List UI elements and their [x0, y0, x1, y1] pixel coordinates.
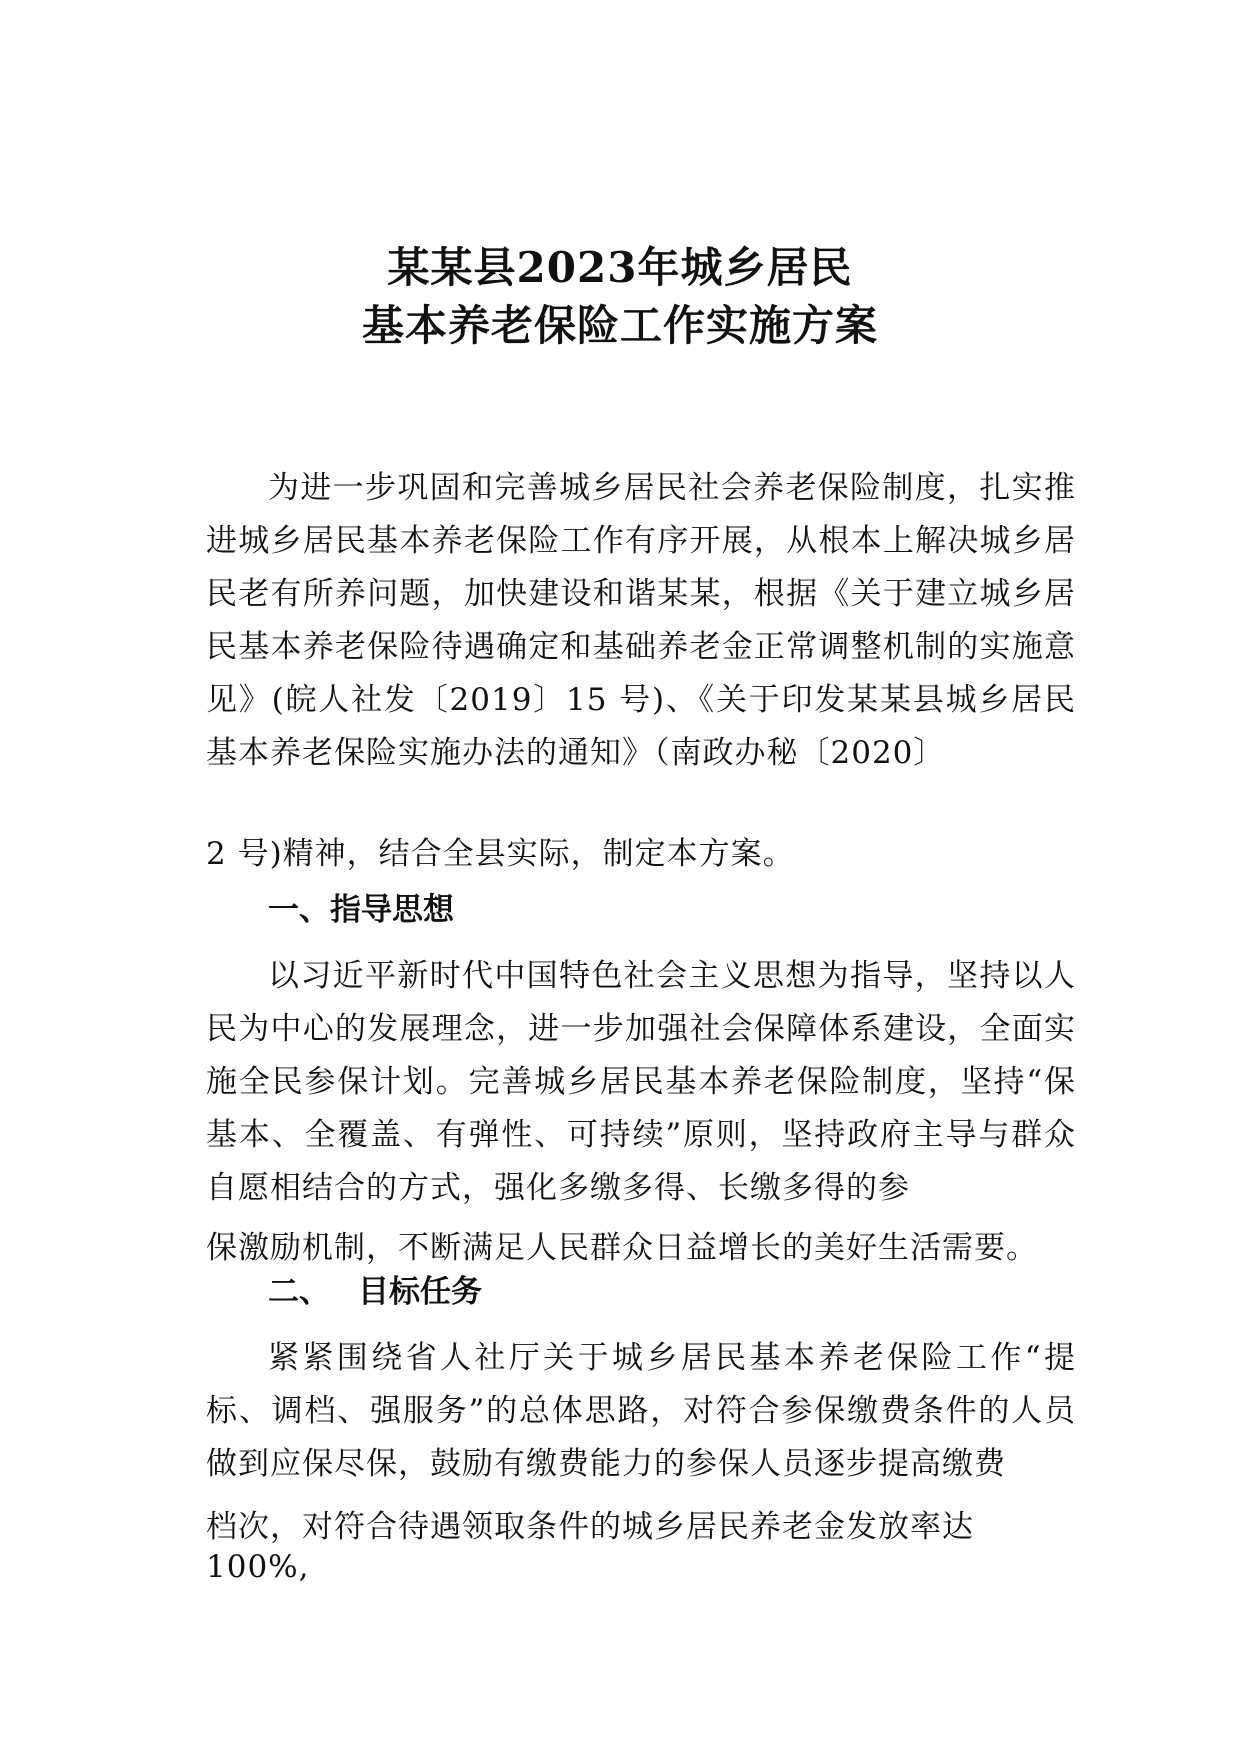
- section-number: 一、: [268, 892, 330, 928]
- goals-tasks-line-3: 档次，对符合待遇领取条件的城乡居民养老金发放率达: [206, 1509, 974, 1545]
- section-title: 指导思想: [330, 892, 454, 928]
- intro-paragraph: 为进一步巩固和完善城乡居民社会养老保险制度，扎实推进城乡居民基本养老保险工作有序开展，从根本上解决城乡居民老有所养问题，加快建设和谐某某，根据《关于建立城乡居民基本养老保险待遇确定和基础养老金正常调整机制的实施意见》(皖人社发〔2019〕15 号)、《关于印发某某县城乡居民基本养老保险实施办法的通知》（南政办秘〔2020〕: [206, 470, 1076, 771]
- intro-paragraph-tail: 2 号)精神，结合全县实际，制定本方案。: [206, 836, 795, 872]
- section-heading-guiding-ideology: [268, 888, 454, 932]
- goals-tasks-line-4: 100%,: [206, 1549, 310, 1585]
- guiding-ideology-last-line: 保激励机制，不断满足人民群众日益增长的美好生活需要。: [206, 1230, 1038, 1266]
- document-title-line-1: 某某县2023年城乡居民: [387, 243, 853, 292]
- section-number: 二、: [268, 1274, 330, 1310]
- goals-tasks-paragraph: 紧紧围绕省人社厅关于城乡居民基本养老保险工作“提标、调档、强服务”的总体思路，对符合参保缴费条件的人员做到应保尽保，鼓励有缴费能力的参保人员逐步提高缴费: [206, 1340, 1076, 1482]
- section-heading-goals-tasks: [268, 1270, 482, 1314]
- guiding-ideology-paragraph: 以习近平新时代中国特色社会主义思想为指导，坚持以人民为中心的发展理念，进一步加强社会保障体系建设，全面实施全民参保计划。完善城乡居民基本养老保险制度，坚持“保基本、全覆盖、有弹性、可持续”原则，坚持政府主导与群众自愿相结合的方式，强化多缴多得、长缴多得的参: [206, 958, 1076, 1206]
- document-title-line-2: 基本养老保险工作实施方案: [361, 301, 878, 350]
- section-title: 目标任务: [358, 1274, 482, 1310]
